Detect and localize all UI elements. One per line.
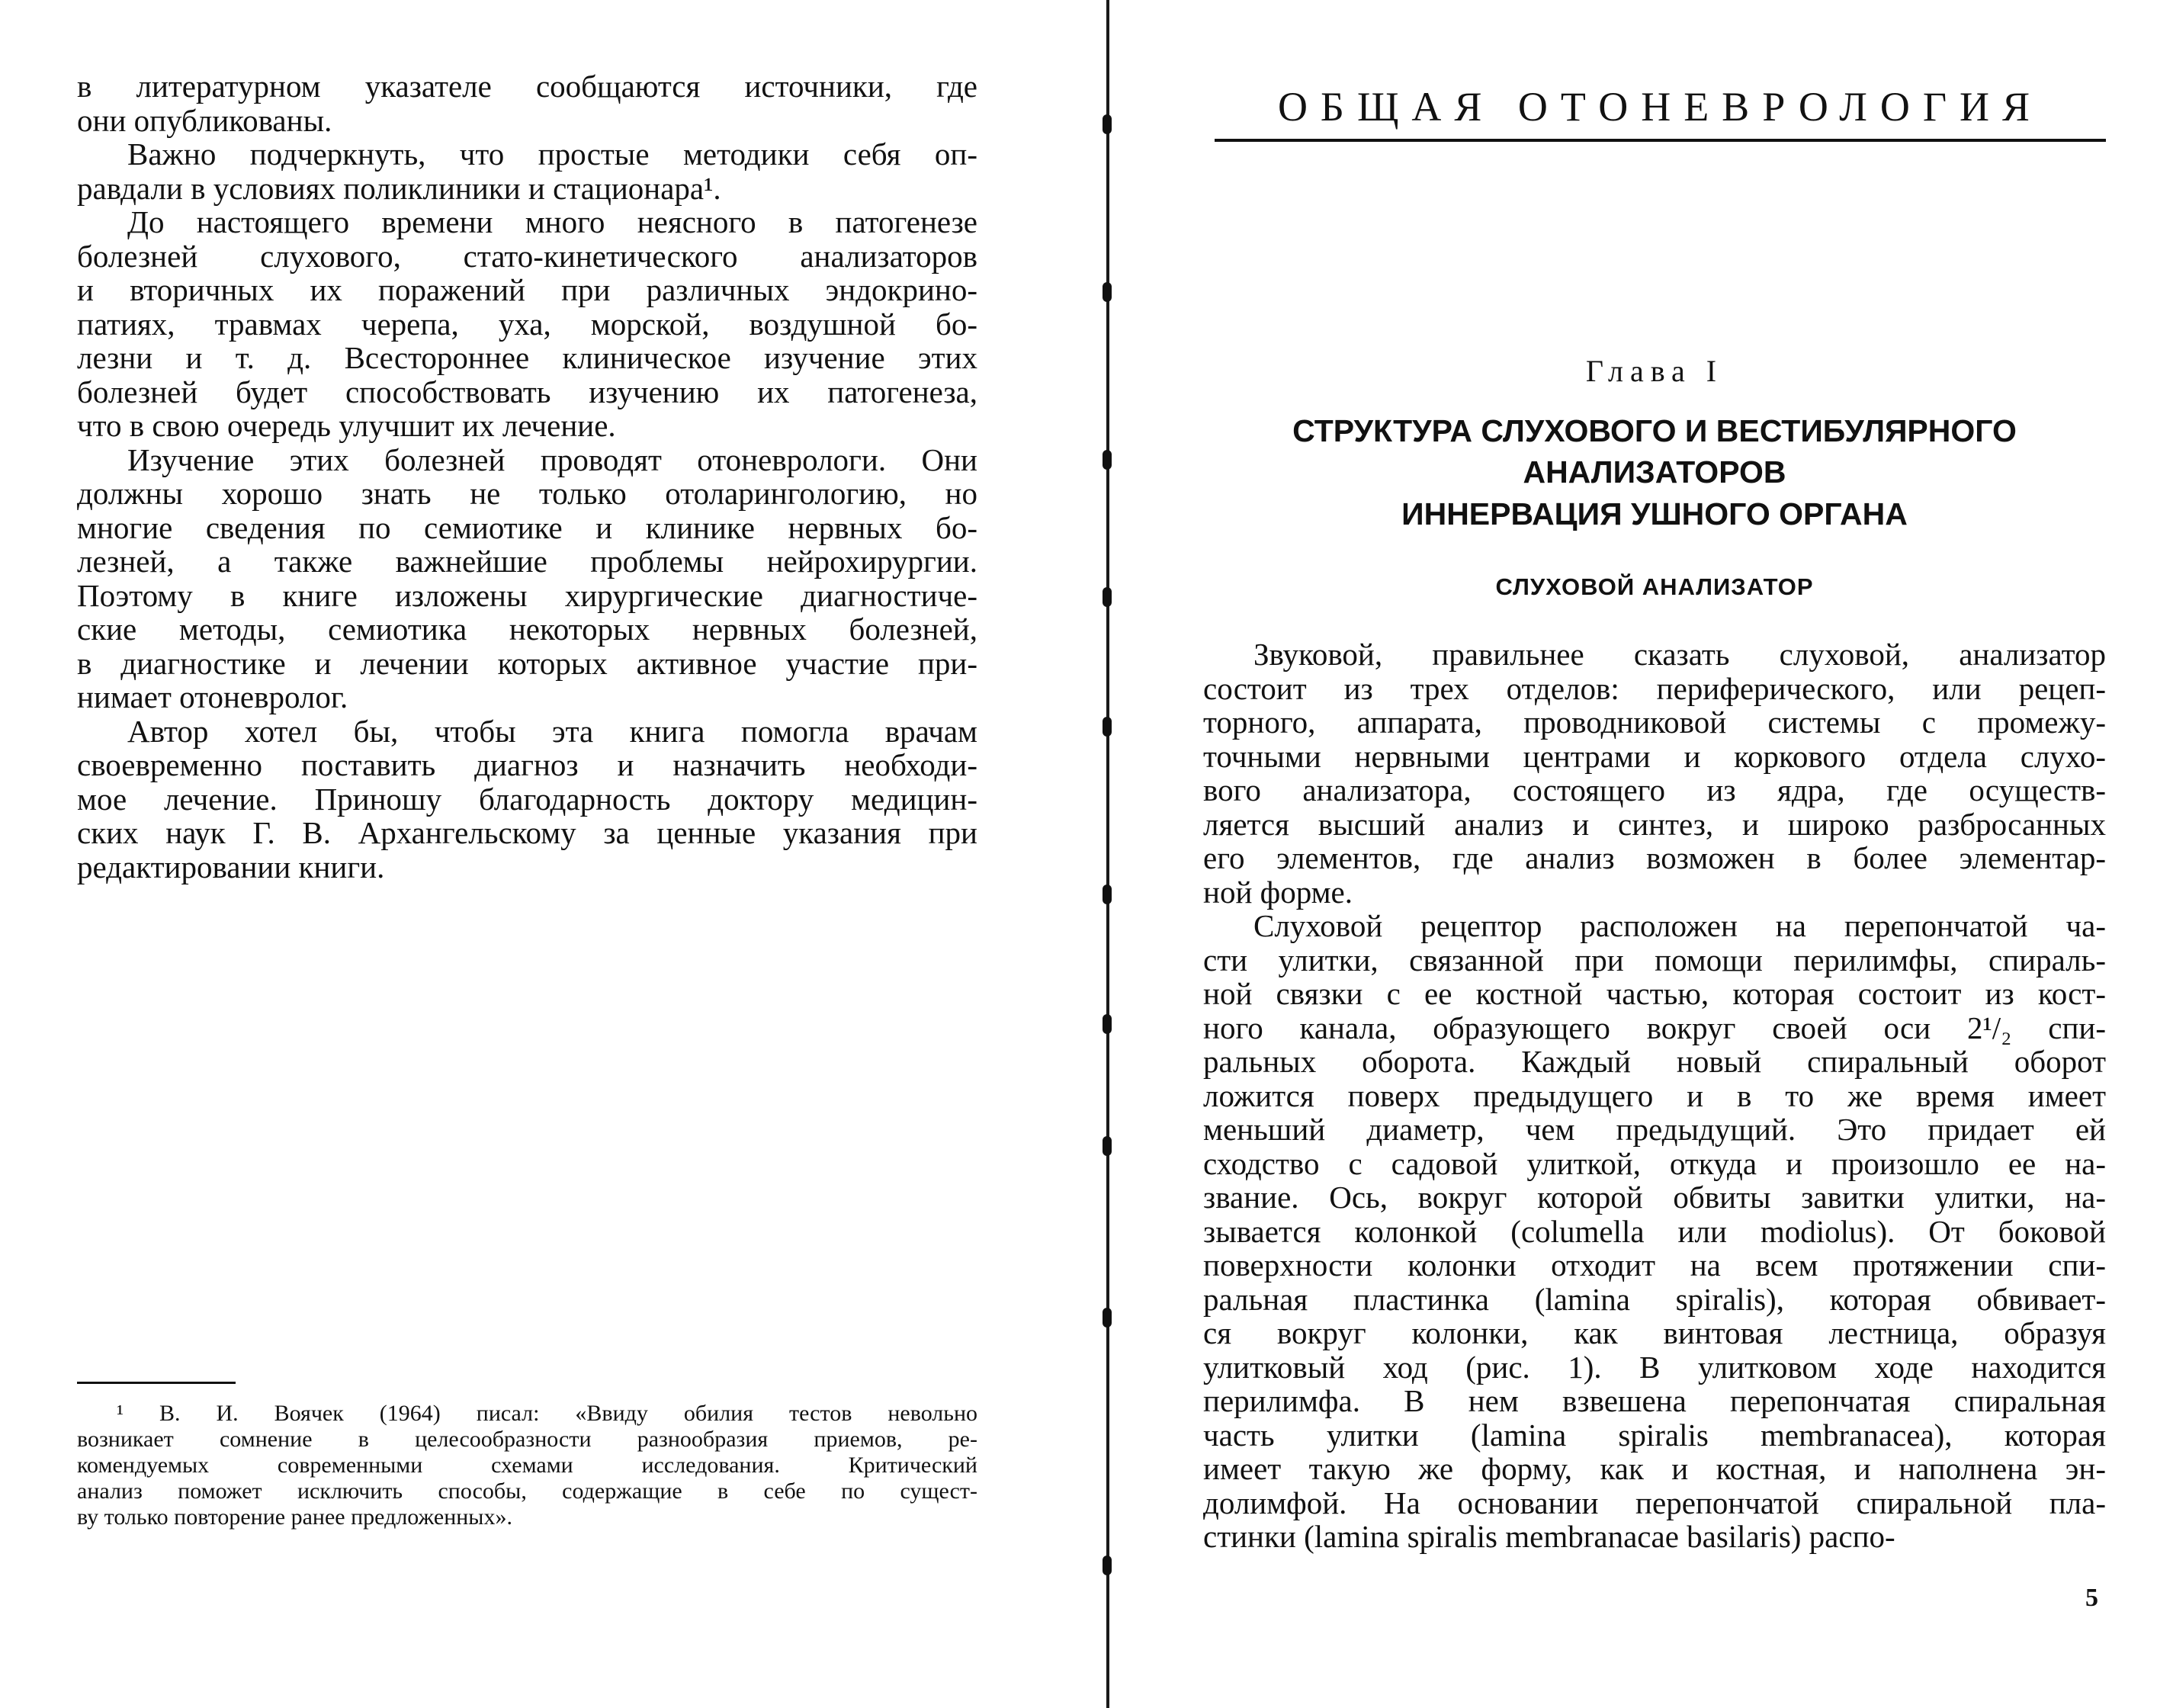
page-number: 5	[2085, 1584, 2098, 1612]
text-line: лезней, а также важнейшие проблемы нейрохирургии.	[77, 544, 977, 579]
text-line: равдали в условиях поликлиники и стационара¹.	[77, 170, 721, 206]
text-line: должны хорошо знать не только отоларингологию, но	[77, 476, 977, 511]
text-line: ной форме.	[1203, 874, 1353, 910]
footnote-line: ¹ В. И. Воячек (1964) писал: «Ввиду обилия тестов невольно	[117, 1401, 977, 1426]
running-head-rule	[1215, 139, 2106, 142]
footnote-line: ву только повторение ранее предложенных».	[77, 1504, 512, 1530]
text-line: ральная пластинка (lamina spiralis), которая обвивает-	[1203, 1281, 2106, 1317]
text-line: меньший диаметр, чем предыдущий. Это придает ей	[1203, 1112, 2106, 1147]
section-title: СЛУХОВОЙ АНАЛИЗАТОР	[1495, 573, 1814, 600]
text-line: они опубликованы.	[77, 102, 332, 138]
text-line: ских наук Г. В. Архангельскому за ценные указания при	[77, 815, 977, 850]
text-line: ся вокруг колонки, как винтовая лестница, образуя	[1203, 1315, 2106, 1350]
text-line: Звуковой, правильнее сказать слуховой, анализатор	[1253, 637, 2106, 672]
text-line: сходство с садовой улиткой, откуда и произошло ее на-	[1203, 1145, 2106, 1181]
text-line: в литературном указателе сообщаются источники, где	[77, 69, 977, 104]
chapter-title-line: СТРУКТУРА СЛУХОВОГО И ВЕСТИБУЛЯРНОГО	[1292, 413, 2017, 448]
text-line: ральных оборота. Каждый новый спиральный оборот	[1203, 1044, 2106, 1079]
chapter-title-line: ИННЕРВАЦИЯ УШНОГО ОРГАНА	[1401, 496, 1908, 531]
text-line: нимает отоневролог.	[77, 679, 348, 714]
right-page-body	[1203, 637, 2106, 1554]
text-line: болезней будет способствовать изучению их патогенеза,	[77, 374, 977, 409]
text-line: ного канала, образующего вокруг своей оси 2¹/₂ спи-	[1203, 1010, 2106, 1045]
text-line: его элементов, где анализ возможен в более элементар-	[1203, 840, 2106, 875]
text-line: болезней слухового, стато-кинетического анализаторов	[77, 238, 977, 274]
text-line: редактировании книги.	[77, 849, 385, 884]
text-line: в диагностике и лечении которых активное участие при-	[77, 645, 977, 681]
text-line: долимфой. На основании перепончатой спиральной пла-	[1203, 1485, 2106, 1520]
text-line: имеет такую же форму, как и костная, и наполнена эн-	[1203, 1451, 2106, 1486]
text-line: патиях, травмах черепа, уха, морской, воздушной бо-	[77, 306, 977, 342]
text-line: звание. Ось, вокруг которой обвиты завитки улитки, на-	[1203, 1180, 2106, 1215]
text-line: точными нервными центрами и коркового отдела слухо-	[1203, 738, 2106, 774]
text-line: Слуховой рецептор расположен на перепончатой ча-	[1253, 908, 2106, 943]
text-line: Изучение этих болезней проводят отоневрологи. Они	[127, 441, 977, 477]
text-line: перилимфа. В нем взвешена перепончатая спиральная	[1203, 1383, 2106, 1418]
text-line: улитковый ход (рис. 1). В улитковом ходе находится	[1203, 1349, 2106, 1385]
text-line: мое лечение. Приношу благодарность доктору медицин-	[77, 781, 977, 817]
text-line: торного, аппарата, проводниковой системы с промежу-	[1203, 705, 2106, 740]
text-line: вого анализатора, состоящего из ядра, где осуществ-	[1203, 772, 2106, 807]
chapter-title-line: АНАЛИЗАТОРОВ	[1523, 454, 1786, 490]
text-line: ляется высший анализ и синтез, и широко разбросанных	[1203, 806, 2106, 842]
text-line: стинки (lamina spiralis membranacae basilaris) распо-	[1203, 1519, 1895, 1554]
text-line: ной связки с ее костной частью, которая состоит из кост-	[1203, 976, 2106, 1011]
text-line: что в свою очередь улучшит их лечение.	[77, 408, 616, 443]
text-line: состоит из трех отделов: периферического, или рецеп-	[1203, 670, 2106, 706]
text-line: Важно подчеркнуть, что простые методики себя оп-	[127, 136, 977, 172]
text-line: многие сведения по семиотике и клинике нервных бо-	[77, 509, 977, 545]
footnote-line: комендуемых современными схемами исследования. Критический	[77, 1453, 977, 1478]
text-line: До настоящего времени много неясного в патогенезе	[127, 204, 977, 239]
text-line: лезни и т. д. Всестороннее клиническое изучение этих	[77, 340, 977, 375]
text-line: сти улитки, связанной при помощи перилимфы, спираль-	[1203, 942, 2106, 978]
text-line: ские методы, семиотика некоторых нервных болезней,	[77, 612, 977, 647]
text-line: и вторичных их поражений при различных эндокрино-	[77, 272, 977, 307]
text-line: Автор хотел бы, чтобы эта книга помогла врачам	[127, 713, 977, 749]
running-head: ОБЩАЯ ОТОНЕВРОЛОГИЯ	[1277, 84, 2043, 130]
text-line: зывается колонкой (columella или modiolus). От боковой	[1203, 1213, 2106, 1249]
text-line: часть улитки (lamina spiralis membranacea), которая	[1203, 1417, 2106, 1453]
text-line: поверхности колонки отходит на всем протяжении спи-	[1203, 1247, 2106, 1283]
text-line: Поэтому в книге изложены хирургические диагностиче-	[77, 577, 977, 613]
text-line: ложится поверх предыдущего и в то же время имеет	[1203, 1077, 2106, 1113]
footnote-line: анализ поможет исключить способы, содержащие в себе по сущест-	[77, 1478, 977, 1504]
text-line: своевременно поставить диагноз и назначить необходи-	[77, 747, 977, 782]
chapter-label: Глава I	[1585, 354, 1724, 388]
footnote-line: возникает сомнение в целесообразности разнообразия приемов, ре-	[77, 1427, 977, 1452]
